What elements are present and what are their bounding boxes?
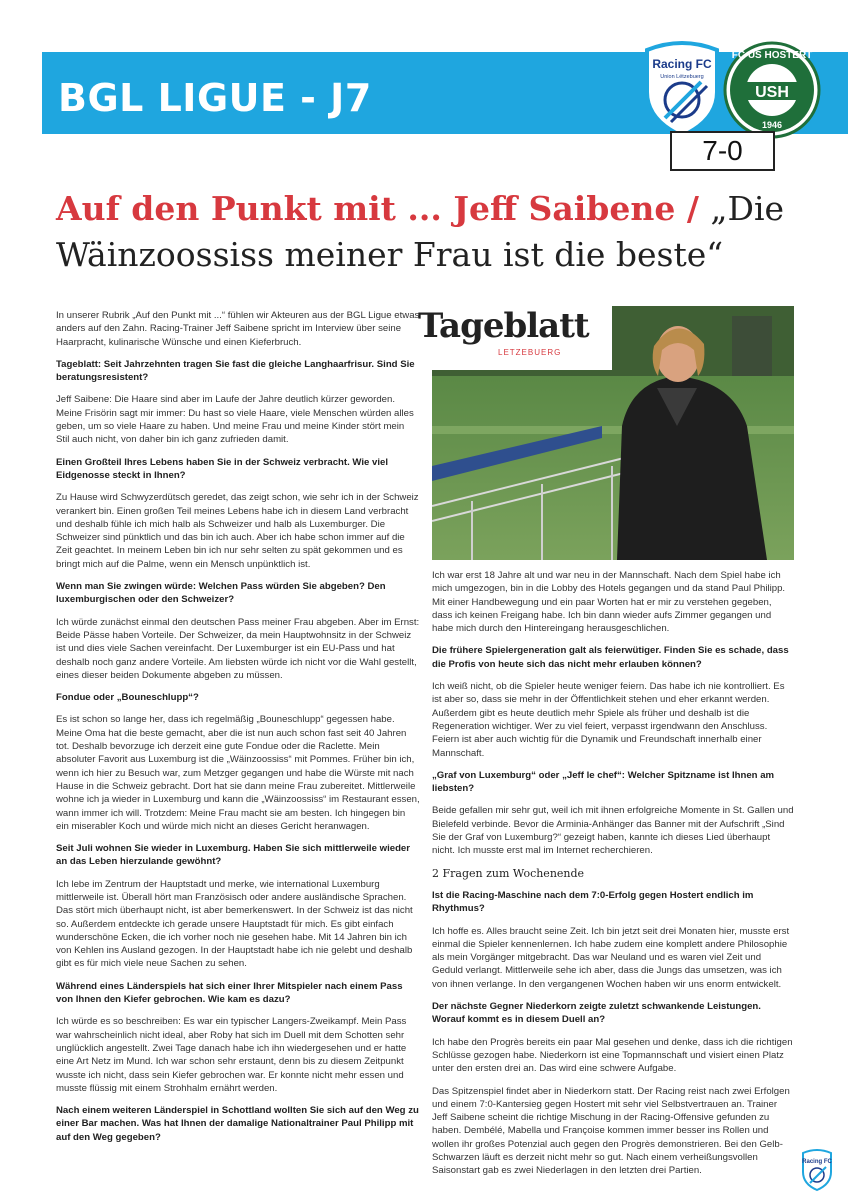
racing-logo-sub: Union Lëtzebuerg (660, 74, 704, 80)
tageblatt-brand-sub: LETZEBUERG (498, 348, 562, 357)
interview-answer: Ich würde zunächst einmal den deutschen Pass meiner Frau abgeben. Aber im Ernst: Beide Pässe haben Vorteile. Der Schweizer, da mein Hauptwohnsitz in der Schweiz ist und dies viele Sachen vereinfacht. Der Luxemburger ist ein EU-Pass und hat deshalb noch ganz andere Vorteile. Am liebsten würde ich nicht vor die Wahl gestellt, eines dieser beiden Dokumente abgeben zu müssen. (56, 616, 420, 681)
tageblatt-brand: Tageblatt (418, 306, 589, 346)
right-text-column (432, 569, 794, 1187)
interview-answer: Es ist schon so lange her, dass ich regelmäßig „Bouneschlupp“ gegessen habe. Meine Oma hat die beste gemacht, aber die ist nun auch schon fast seit 40 Jahren tot. Deshalb bevorzuge ich derzeit eine gute Fondue oder die Raclette. Mein absoluter Favorit aus Luxemburg ist die „Wäinzoossiss“ mit Pommes. Früher bin ich, wenn ich hier zu Besuch war, zum Metzger gegangen und habe die Würste mit nach Hause in die Schweiz gebracht. Dort hat sie dann meine Frau zubereitet. Mittlerweile wohne ich ja wieder in Luxemburg und kann die „Wäinzoossiss“ im Restaurant essen, wann immer ich will. Trotzdem: Meine Frau macht sie am besten. Ich hingegen bin ein miserabler Koch und würde mich nicht an dieses Gericht heranwagen. (56, 714, 420, 832)
racing-fc-logo (641, 40, 723, 138)
article-headline (56, 186, 816, 278)
interview-answer: Ich weiß nicht, ob die Spieler heute weniger feiern. Das habe ich nie kontrolliert. Es ist aber so, dass sie mehr in der Öffentlichkeit stehen und eher erkannt werden. Außerdem gibt es heute deutlich mehr Spiele als früher und deshalb ist die Regeneration wichtiger. Wer zu viel feiert, verpasst irgendwann den Anschluss. Feiern ist aber auch wichtig für die Dynamik und Freundschaft innerhalb einer Mannschaft. (432, 681, 785, 759)
interview-answer: Ich würde es so beschreiben: Es war ein typischer Langers-Zweikampf. Mein Pass war wahrscheinlich nicht ideal, aber Roby hat sich im Duell mit dem Schotten sehr unglücklich angestellt. Zwei Tage danach habe ich ihn wiedergesehen und er hatte eine Art Netz im Mund. Ich war schon sehr erstaunt, denn bis zu diesem Zeitpunkt wusste ich nicht, dass sein Kiefer gebrochen war. Er konnte nicht mehr essen und musste flüssig mit einem Strohhalm ernährt werden. (56, 1016, 407, 1094)
league-title: BGL LIGUE - J7 (58, 76, 372, 120)
interview-answer: Jeff Saibene: Die Haare sind aber im Laufe der Jahre deutlich kürzer geworden. Meine Frisörin sagt mir immer: Du hast so viele Haare, viele Menschen würden alles geben, um so viele Haare zu haben. Und meine Frau und meine Kinder stört mein Stil auch nicht, von daher bin ich ganz zufrieden damit. (56, 394, 414, 446)
match-score: 7-0 (670, 131, 775, 171)
racing-fc-footer-logo (800, 1148, 834, 1192)
interview-question: Tageblatt: Seit Jahrzehnten tragen Sie fast die gleiche Langhaarfrisur. Sind Sie beratungsresistent? (56, 358, 415, 384)
article-intro: In unserer Rubrik „Auf den Punkt mit ...“ fühlen wir Akteuren aus der BGL Ligue etwas anders auf den Zahn. Racing-Trainer Jeff Saibene spricht im Interview über seine Haarpracht, kulinarische Wünsche und einen Kieferbruch. (56, 310, 420, 348)
interview-answer: Das Spitzenspiel findet aber in Niederkorn statt. Der Racing reist nach zwei Erfolgen und einem 7:0-Kantersieg gegen Hostert mit sehr viel Selbstvertrauen an. Trainer Jeff Saibene scheint die richtige Mischung in der Racing-Offensive gefunden zu haben. Dembélé, Mabella und Françoise kommen immer besser ins Rollen und wollen ihr großes Potenzial auch gegen den Progrès demonstrieren. Bei den Gelb-Schwarzen läuft es derzeit nicht mehr so gut. Nach einem verheißungsvollen Saisonstart gab es zwei Niederlagen in den letzten drei Partien. (432, 1085, 790, 1177)
interview-answer: Zu Hause wird Schwyzerdütsch geredet, das zeigt schon, wie sehr ich in der Schweiz verankert bin. Einen großen Teil meines Lebens habe ich in diesem Land verbracht und deshalb fühle ich mich halb als Schweizer und halb als Luxemburger. Die Schweizer sind pünktlich und das bin ich auch. Aber ich habe schon immer auf die Zeit geachtet. In meinem Leben bin ich nur sehr selten zu spät gekommen und es bringt mich auf die Palme, wenn ein Mensch unpünktlich ist. (56, 492, 419, 570)
interview-question: Die frühere Spielergeneration galt als feierwütiger. Finden Sie es schade, dass die Profis von heute sich das nicht mehr erlauben können? (432, 645, 789, 670)
interview-question: Wenn man Sie zwingen würde: Welchen Pass würden Sie abgeben? Den luxemburgischen oder den Schweizer? (56, 581, 386, 606)
interview-question: Während eines Länderspiels hat sich einer Ihrer Mitspieler nach einem Pass von Ihnen den Kiefer gebrochen. Wie kam es dazu? (56, 980, 403, 1006)
interview-question: Nach einem weiteren Länderspiel in Schottland wollten Sie sich auf den Weg zu einer Bar machen. Was hat Ihnen der damalige Nationaltrainer Paul Philipp mit auf den Weg gegeben? (56, 1105, 419, 1143)
racing-logo-name: Racing FC (652, 57, 712, 71)
hostert-logo-top: FC US HOSTERT (731, 50, 813, 61)
interview-answer: Beide gefallen mir sehr gut, weil ich mit ihnen erfolgreiche Momente in St. Gallen und Bielefeld verbinde. Bevor die Arminia-Anhänger das Banner mit der Aufschrift „Sind Sie der Graf von Luxemburg?“ gezeigt haben, kannte ich dieses Lied überhaupt nicht. Ich musste erst mal im Internet recherchieren. (432, 805, 794, 857)
hostert-logo-year: 1946 (761, 120, 783, 130)
interview-question: Ist die Racing-Maschine nach dem 7:0-Erfolg gegen Hostert endlich im Rhythmus? (432, 889, 754, 915)
headline-separator: / (675, 189, 711, 228)
footer-logo-text: Racing FC (802, 1159, 832, 1165)
section-heading: 2 Fragen zum Wochenende (432, 866, 585, 880)
interview-answer: Ich habe den Progrès bereits ein paar Mal gesehen und denke, dass ich die richtigen Schlüsse gezogen habe. Niederkorn ist eine Topmannschaft und visiert einen Platz unter den ersten drei an. Das wird eine schwere Aufgabe. (432, 1036, 793, 1075)
interview-answer: Ich lebe im Zentrum der Hauptstadt und merke, wie international Luxemburg mittlerweile ist. Überall hört man Französisch oder andere ausländische Sprachen. Das stört mich überhaupt nicht, ist aber bemerkenswert. In der Schweiz ist das nicht so. Außerdem entdeckte ich gerade unsere Hauptstadt für mich. Es gibt einfach wunderschöne Ecken, die ich vorher noch nie gesehen habe. Mit 14 Jahren bin ich von Kehlen ins Ausland gezogen. In der Hauptstadt habe ich nie gelebt und deshalb gibt es für mich viele neue Sachen zu sehen. (56, 878, 413, 970)
interview-question: Der nächste Gegner Niederkorn zeigte zuletzt schwankende Leistungen. Worauf kommt es in diesem Duell an? (432, 1001, 761, 1026)
interview-question: „Graf von Luxemburg“ oder „Jeff le chef“: Welcher Spitzname ist Ihnen am liebsten? (432, 769, 775, 795)
interview-question: Fondue oder „Bouneschlupp“? (56, 692, 199, 704)
hostert-logo-abbr: USH (755, 84, 789, 101)
us-hostert-logo (722, 40, 822, 140)
interview-question: Seit Juli wohnen Sie wieder in Luxemburg. Haben Sie sich mittlerweile wieder an das Leben hierzulande gewöhnt? (56, 843, 410, 868)
interview-answer: Ich war erst 18 Jahre alt und war neu in der Mannschaft. Nach dem Spiel habe ich mich umgezogen, bin in die Lobby des Hotels gegangen und da stand Paul Philipp. Mit einer Handbewegung und ein paar Worten hat er mir zu verstehen gegeben, dass ich keinen Freigang habe. Ich bin dann wieder aufs Zimmer gegangen und habe mich durch den Hintereingang herausgeschlichen. (432, 570, 786, 635)
headline-part1: Auf den Punkt mit ... Jeff Saibene (56, 189, 676, 228)
interview-answer: Ich hoffe es. Alles braucht seine Zeit. Ich bin jetzt seit drei Monaten hier, musste erst einmal die Spieler kennenlernen. Ich habe zudem eine komplett andere Philosophie als mein Vorgänger mitgebracht. Das war Neuland und es waren viel Zeit und Geduld verlangt. Mittlerweile sehe ich aber, dass die Jungs das umsetzen, was ich von ihnen verlange. In den vergangenen Wochen haben wir uns enorm entwickelt. (432, 925, 790, 990)
left-text-column (56, 309, 420, 1153)
tageblatt-watermark (412, 300, 612, 370)
interview-question: Einen Großteil Ihres Lebens haben Sie in der Schweiz verbracht. Wie viel Eidgenosse steckt in Ihnen? (56, 456, 389, 481)
headline-part2: „Die Wäinzoossiss meiner Frau ist die beste“ (56, 189, 785, 274)
